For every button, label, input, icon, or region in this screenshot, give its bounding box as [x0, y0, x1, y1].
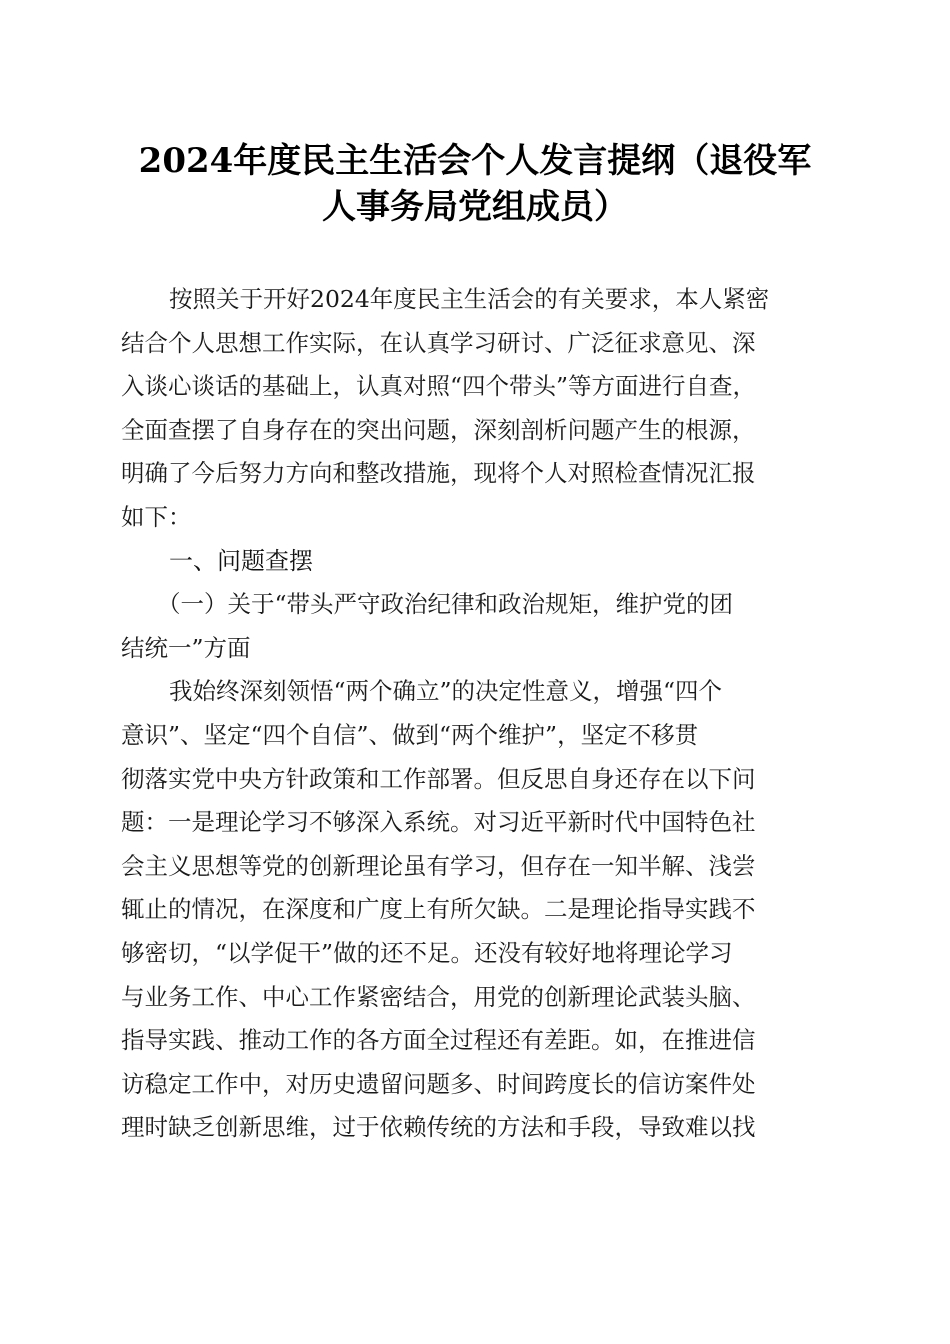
text-line: 我始终深刻领悟“两个确立”的决定性意义，增强“四个	[169, 677, 723, 706]
text-line: 明确了今后努力方向和整改措施，现将个人对照检查情况汇报	[121, 459, 756, 488]
document-body	[121, 278, 833, 1150]
text-line: 全面查摆了自身存在的突出问题，深刻剖析问题产生的根源，	[121, 415, 756, 444]
text-line: 彻落实党中央方针政策和工作部署。但反思自身还存在以下问	[121, 764, 756, 793]
text-line: 会主义思想等党的创新理论虽有学习，但存在一知半解、浅尝	[121, 851, 756, 880]
text-line: （一）关于“带头严守政治纪律和政治规矩，维护党的团	[157, 590, 734, 619]
title-line-2: 人事务局党组成员）	[322, 187, 628, 227]
text-line: 如下：	[121, 502, 192, 531]
body-paragraph	[121, 670, 833, 1150]
text-line: 题：一是理论学习不够深入系统。对习近平新时代中国特色社	[121, 808, 756, 837]
text-line: 够密切，“以学促干”做的还不足。还没有较好地将理论学习	[121, 938, 733, 967]
text-line: 入谈心谈话的基础上，认真对照“四个带头”等方面进行自查，	[121, 372, 757, 401]
text-line: 与业务工作、中心工作紧密结合，用党的创新理论武装头脑、	[121, 982, 756, 1011]
text-line: 指导实践、推动工作的各方面全过程还有差距。如，在推进信	[121, 1026, 756, 1055]
text-line: 结合个人思想工作实际，在认真学习研讨、广泛征求意见、深	[121, 328, 756, 357]
text-line: 辄止的情况，在深度和广度上有所欠缺。二是理论指导实践不	[121, 895, 756, 924]
text-line: 按照关于开好2024年度民主生活会的有关要求，本人紧密	[169, 285, 770, 313]
text-line: 意识”、坚定“四个自信”、做到“两个维护”，坚定不移贯	[121, 720, 699, 749]
subsection-heading	[121, 583, 833, 670]
document-title	[100, 138, 850, 230]
text-line: 理时缺乏创新思维，过于依赖传统的方法和手段，导致难以找	[121, 1113, 756, 1142]
section-heading: 一、问题查摆	[169, 546, 313, 575]
intro-paragraph	[121, 278, 833, 540]
text-line: 访稳定工作中，对历史遗留问题多、时间跨度长的信访案件处	[121, 1069, 756, 1098]
text-line: 结统一”方面	[121, 633, 251, 662]
title-line-1: 2024年度民主生活会个人发言提纲（退役军	[138, 141, 812, 181]
